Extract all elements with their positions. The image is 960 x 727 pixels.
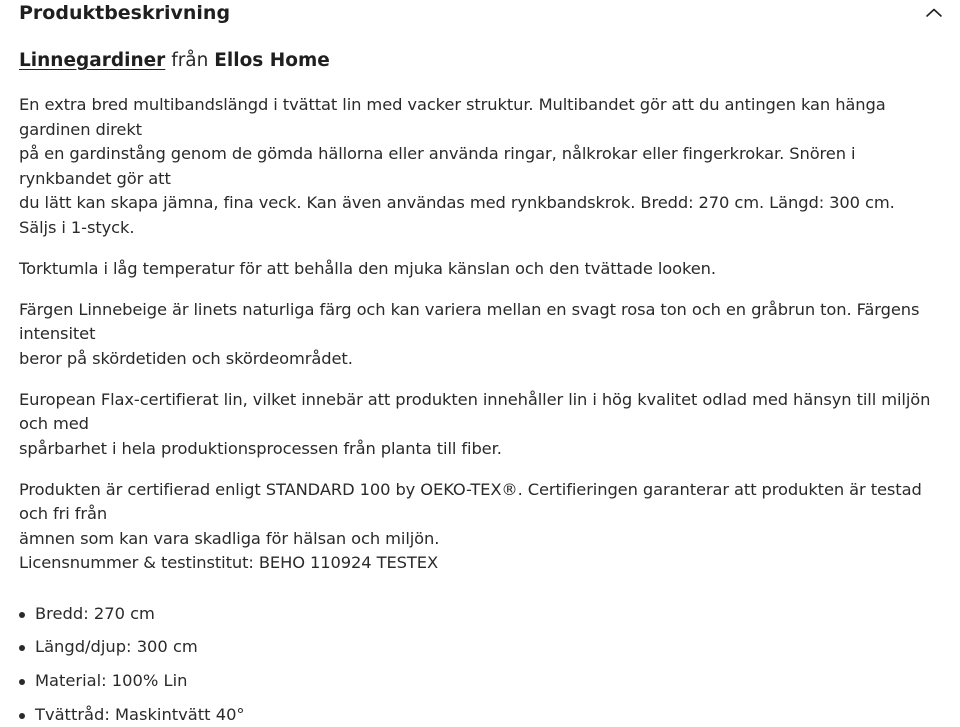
spec-item: Tvättråd: Maskintvätt 40° [19, 703, 941, 727]
byline-from: från [171, 50, 209, 71]
description-paragraph [19, 298, 941, 372]
product-byline [19, 48, 941, 74]
spec-list [19, 602, 941, 727]
brand-name: Ellos Home [214, 50, 330, 71]
chevron-up-icon [925, 4, 943, 22]
spec-item: Längd/djup: 300 cm [19, 635, 941, 659]
collapse-toggle-button[interactable] [921, 0, 947, 26]
paragraph-line: Färgen Linnebeige är linets naturliga färg och kan variera mellan en svagt rosa ton och en gråbrun ton. Färgens intensitet [19, 299, 920, 343]
spec-item: Material: 100% Lin [19, 669, 941, 693]
paragraph-line: En extra bred multibandslängd i tvättat lin med vacker struktur. Multibandet gör att du antingen kan hänga gardinen direkt [19, 95, 886, 139]
paragraph-line: du lätt kan skapa jämna, fina veck. Kan även användas med rynkbandskrok. Bredd: 270 cm. Längd: 300 cm. [19, 193, 895, 212]
paragraph-line: European Flax-certifierat lin, vilket innebär att produkten innehåller lin i hög kvalitet odlad med hänsyn till miljön och med [19, 389, 931, 433]
description-paragraph [19, 388, 941, 462]
paragraph-line: spårbarhet i hela produktionsprocessen från planta till fiber. [19, 438, 502, 458]
paragraph-line: Torktumla i låg temperatur för att behålla den mjuka känslan och den tvättade looken. [19, 258, 716, 278]
section-title: Produktbeskrivning [19, 2, 231, 24]
description-body [19, 93, 941, 576]
description-paragraph [19, 93, 941, 240]
paragraph-line: ämnen som kan vara skadliga för hälsan och miljön. [19, 528, 440, 548]
description-paragraph [19, 257, 941, 282]
paragraph-line: på en gardinstång genom de gömda hällorna eller använda ringar, nålkrokar eller fingerkrokar. Snören i rynkbandet gör att [19, 144, 856, 188]
paragraph-line: beror på skördetiden och skördeområdet. [19, 348, 353, 368]
paragraph-line: Produkten är certifierad enligt STANDARD 100 by OEKO-TEX®. Certifieringen garanterar att produkten är testad och fri från [19, 479, 922, 523]
category-link[interactable]: Linnegardiner [19, 50, 166, 71]
spec-item: Bredd: 270 cm [19, 602, 941, 626]
description-paragraph [19, 478, 941, 576]
paragraph-line: Licensnummer & testinstitut: BEHO 110924 TESTEX [19, 553, 438, 572]
paragraph-line: Säljs i 1-styck. [19, 217, 135, 237]
accordion-header[interactable] [19, 0, 941, 26]
